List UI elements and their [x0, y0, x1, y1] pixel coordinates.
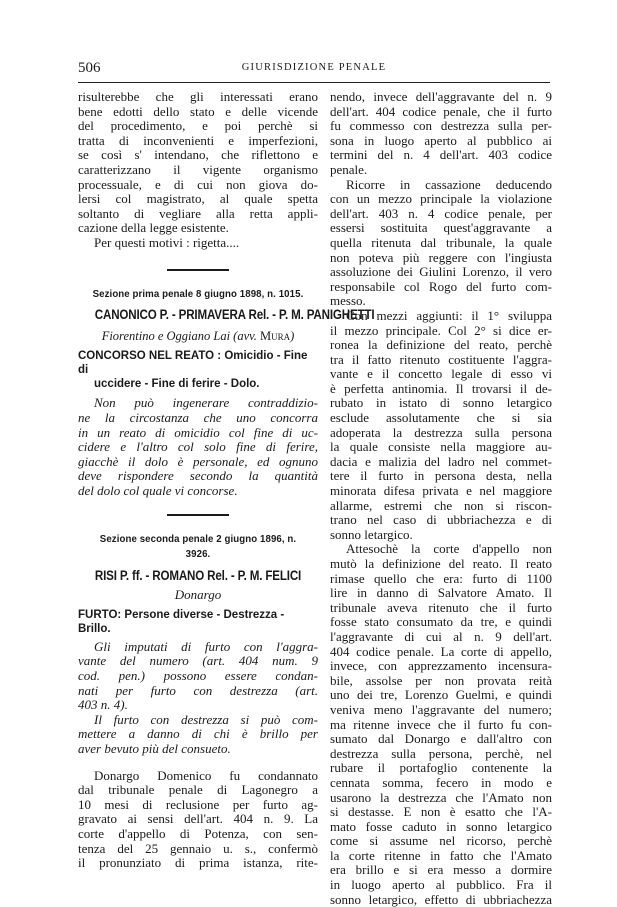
party-name: Donargo	[174, 587, 222, 603]
text-line: nati per furto con destrezza (art.	[78, 682, 318, 698]
header-rule	[78, 82, 550, 83]
text-line: mato fosse caduto in sonno letargico	[330, 818, 552, 834]
text-line: cennata somma, fecero in modo e	[330, 774, 552, 790]
text-line: penale.	[330, 161, 368, 177]
text-line: responsabile col Rogo del furto com-	[330, 278, 552, 294]
text-line: 404 codice penale. La corte di appello,	[330, 643, 552, 659]
case-maxim	[78, 640, 318, 757]
text-line: sonno letargico, effetto di ubbriachezza	[330, 891, 552, 907]
text-line: soltanto di vegliare alla retta appli-	[78, 205, 318, 221]
case-maxim	[78, 396, 318, 498]
text-line: se così s' intendano, che riflettono e	[78, 147, 318, 163]
text-line: dacia e malizia del ladro nel commet-	[330, 453, 552, 469]
text-line: Con mezzi aggiunti: il 1° sviluppa	[346, 307, 552, 323]
paragraph	[330, 542, 552, 907]
text-line: Attesochè la corte d'appello non	[346, 541, 552, 557]
text-line: Non può ingenerare contraddizio-	[94, 395, 318, 411]
text-line: in luogo aperto al pubblico. Fra il	[330, 877, 552, 893]
text-line: sumato dal Donargo e dall'altro con	[330, 731, 552, 747]
text-line: del procedimento, e poi perchè si	[78, 118, 318, 134]
text-line: ne la circostanza che uno concorra	[78, 409, 318, 425]
paragraph	[330, 90, 552, 178]
text-line: 10 mesi di reclusione per furto ag-	[78, 796, 318, 812]
text-line: non poteva più reggere con l'ingiusta	[330, 249, 552, 265]
text-line: minorata difesa privata e nel maggiore	[330, 483, 552, 499]
text-line: tere il furto in persona desta, nella	[330, 468, 552, 484]
text-line: dell'art. 404 codice penale, che il furto	[330, 103, 552, 119]
text-line: cidere e l'altro col solo fine di ferire,	[78, 439, 318, 455]
text-line: quella ritenuta dal tribunale, la quale	[330, 234, 552, 250]
text-line: sona in luogo aperto al pubblico ai	[330, 132, 552, 148]
text-line: trano nel caso di ubbriachezza e di	[330, 512, 552, 528]
case-parties: CANONICO P. - PRIMAVERA Rel. - P. M. PANIGHETTI	[94, 307, 375, 323]
text-line: dal tribunale penale di Lagonegro a	[78, 782, 318, 798]
case-subject: uccidere - Fine di ferire - Dolo.	[94, 378, 260, 391]
case-parties: RISI P. ff. - ROMANO Rel. - P. M. FELICI	[94, 567, 302, 583]
text-line: il mezzo principale. Col 2° si dice er-	[330, 322, 552, 338]
text-line: vante e il concetto legale di esso vi	[330, 366, 552, 382]
text-line: era brillo e si era messo a dormire	[330, 862, 552, 878]
case-subject: FURTO: Persone diverse - Destrezza - Brillo.	[78, 608, 285, 635]
text-line: bene edotti dello stato e delle vicende	[78, 103, 318, 119]
text-line: processuale, e di cui non giova do-	[78, 176, 318, 192]
case-subject: CONCORSO NEL REATO : Omicidio - Fine di	[78, 350, 308, 377]
text-line: rubare il portafoglio contenente la	[330, 760, 552, 776]
text-line: tenza del 25 gennaio u. s., confermò	[78, 840, 318, 856]
section-heading: Sezione seconda penale 2 giugno 1896, n. 3926.	[99, 533, 297, 561]
paragraph	[330, 309, 552, 543]
text-line: rimase quello che era: furto di 1100	[330, 570, 552, 586]
text-line: nendo, invece dell'aggravante del n. 9	[330, 89, 552, 104]
text-line: in un reato di omicidio col fine di uc-	[78, 424, 318, 440]
intro-paragraph	[78, 90, 318, 251]
text-line: aver bevuto più del consueto.	[78, 741, 231, 756]
text-line: la corte ritenne in fatto che l'Amato	[330, 847, 552, 863]
text-line: invece, con apprezzamento incensura-	[330, 658, 552, 674]
text-line: il pronunziato di prima istanza, rite-	[78, 855, 318, 871]
text-line: è perfetta antinomia. Il trovarsi il de-	[330, 380, 552, 396]
text-line: dell'art. 403 n. 4 codice penale, per	[330, 205, 552, 221]
paragraph	[330, 178, 552, 309]
text-line: Ricorre in cassazione deducendo	[346, 176, 552, 192]
text-line: rubato in istato di sonno letargico	[330, 395, 552, 411]
text-line: risulterebbe che gli interessati erano	[78, 89, 318, 104]
text-line: sonno letargico.	[330, 526, 413, 542]
text-line: con un mezzo principale la violazione	[330, 191, 552, 207]
page-header	[78, 60, 550, 82]
text-line: uno dei tre, Lorenzo Guelmi, e quindi	[330, 687, 552, 703]
text-line: destrezza sulla persona, perchè, nel	[330, 745, 552, 761]
case-counsel: Fiorentino e Oggiano Lai (avv. Mura)	[101, 328, 295, 343]
text-line: ma ritenne invece che il furto fu con-	[330, 716, 552, 732]
text-line: tratta di inconvenienti e imperfezioni,	[78, 132, 318, 148]
text-line: termini del n. 4 dell'art. 403 codice	[330, 147, 552, 163]
text-line: mutò la definizione del reato. Il reato	[330, 556, 552, 571]
text-line: adoperata la destrezza sulla persona	[330, 424, 552, 440]
text-line: esclude assolutamente che si sia	[330, 410, 552, 426]
text-line: l'aggravante di cui al n. 9 dell'art.	[330, 628, 552, 644]
case-2	[78, 532, 318, 870]
text-line: lersi col magistrato, al quale spetta	[78, 191, 318, 207]
text-line: corte d'appello di Potenza, con sen-	[78, 825, 318, 841]
section-heading: Sezione prima penale 8 giugno 1898, n. 1015.	[92, 287, 304, 300]
text-line: fu commesso con destrezza sulla per-	[330, 118, 552, 134]
text-line: Il furto con destrezza si può com-	[94, 711, 318, 727]
running-head: GIURISDIZIONE PENALE	[241, 62, 387, 73]
case-body	[78, 769, 318, 871]
text-line: ronea la definizione del reato, perchè	[330, 337, 552, 353]
text-line: si destasse. E non è esatto che l'A-	[330, 804, 552, 820]
text-line: come si assume nel ricorso, perchè	[330, 833, 552, 849]
text-line: deve rispondere secondo la quantità	[78, 468, 318, 484]
text-line: veniva meno l'aggravante del numero;	[330, 701, 552, 717]
text-line: tribunale aveva ritenuto che il furto	[330, 599, 552, 615]
text-line: cazione della legge esistente.	[78, 220, 229, 236]
text-line: 403 n. 4).	[78, 697, 128, 713]
text-line: gravato ai sensi dell'art. 404 n. 9. La	[78, 811, 318, 827]
text-line: mettere a danno di chi è brillo per	[78, 726, 318, 742]
text-line: la quale consiste nella maggiore au-	[330, 439, 552, 455]
text-line: bile, assolse per non provata reità	[330, 672, 552, 688]
text-line: allarme, estremi che non si riscon-	[330, 497, 552, 513]
text-line: essersi sostituita quest'aggravante a	[330, 220, 552, 236]
right-column	[330, 90, 552, 907]
text-line: caratterizzano il vigente organismo	[78, 161, 318, 177]
text-line: lire in danno di Salvatore Amato. Il	[330, 585, 552, 601]
closing-line: Per questi motivi : rigetta....	[94, 234, 240, 250]
text-line: Donargo Domenico fu condannato	[94, 767, 318, 783]
text-line: vante del numero (art. 404 num. 9	[78, 653, 318, 669]
text-line: fosse stato consumato da tre, e quindi	[330, 614, 552, 630]
text-line: cod. pen.) possono essere condan-	[78, 668, 318, 684]
text-line: giacchè il dolo è personale, ed ognuno	[78, 453, 318, 469]
page-number: 506	[78, 60, 101, 76]
text-line: tra il fatto ritenuto costituente l'aggra-	[330, 351, 552, 367]
text-line: messo.	[330, 293, 366, 309]
text-line: usarono la destrezza che l'Amato non	[330, 789, 552, 805]
text-line: Gli imputati di furto con l'aggra-	[94, 638, 318, 654]
text-line: assoluzione dei Giulini Lorenzo, il vero	[330, 264, 552, 280]
text-line: del dolo col quale vi concorse.	[78, 482, 238, 498]
